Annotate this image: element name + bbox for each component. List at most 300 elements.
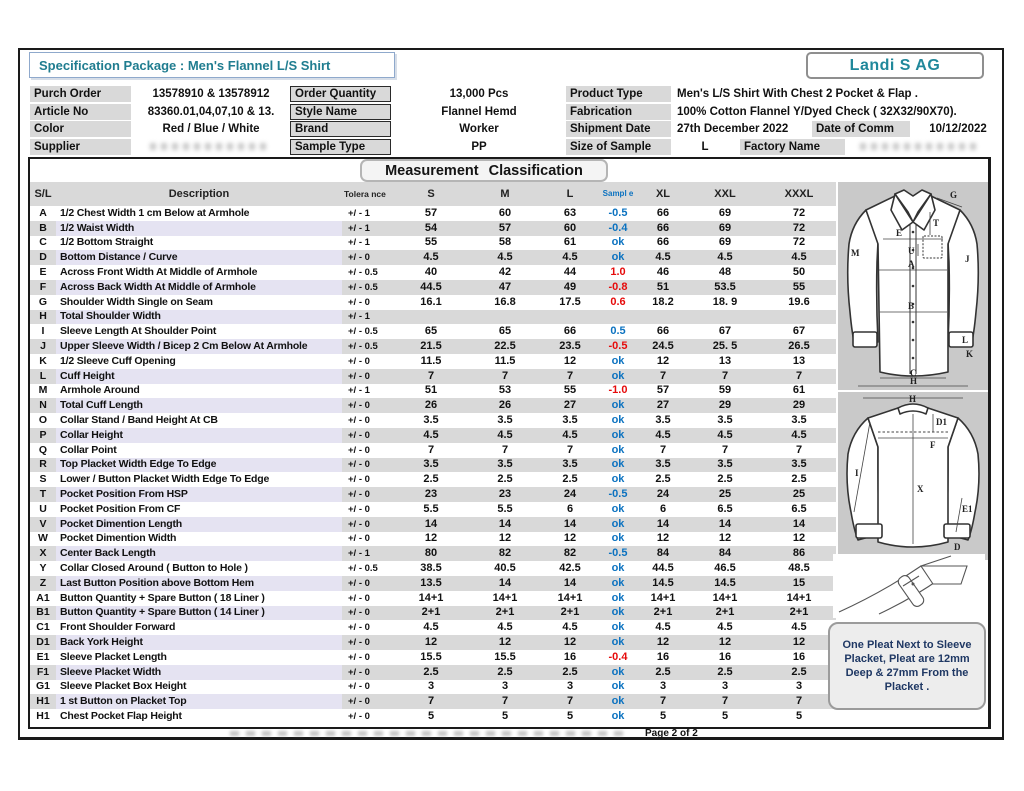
- col-header-l: L: [566, 187, 574, 200]
- article-no-value: 83360.01,04,07,10 & 13.: [147, 105, 275, 118]
- cell-s: 65: [424, 325, 438, 338]
- cell-desc: Across Front Width At Middle of Armhole: [60, 266, 258, 279]
- cell-xxl: 29: [688, 398, 762, 413]
- product-type-label: Product Type: [566, 86, 671, 102]
- cell-sample: ok: [598, 576, 638, 591]
- company-name: Landi S AG: [849, 56, 941, 74]
- cell-s: 2+1: [394, 606, 468, 621]
- cell-desc: Lower / Button Placket Width Edge To Edge: [60, 473, 270, 486]
- cell-sample: ok: [598, 250, 638, 265]
- cell-l: 27: [542, 398, 598, 413]
- cell-s: 38.5: [420, 562, 442, 575]
- cell-l: 66: [563, 325, 577, 338]
- cell-xl: 27: [638, 398, 688, 413]
- cell-l: 2+1: [542, 606, 598, 621]
- cell-s: 16.1: [420, 295, 442, 308]
- cell-s: 26: [394, 398, 468, 413]
- cell-desc: Pocket Position From HSP: [56, 487, 342, 502]
- cell-l: 4.5: [562, 621, 578, 634]
- cell-xxxl: 7: [762, 694, 836, 709]
- cell-tol: +/ - 0: [342, 517, 394, 532]
- measurement-classification-title: Measurement Classification: [385, 162, 583, 179]
- cell-s: 5: [427, 709, 435, 722]
- cell-l: 14: [542, 517, 598, 532]
- cell-desc: Chest Pocket Flap Height: [60, 709, 182, 722]
- front-label-u: U: [908, 246, 915, 256]
- shipment-date-label: Shipment Date: [566, 121, 671, 137]
- cell-desc: Button Quantity + Spare Button ( 14 Liner ): [56, 606, 342, 621]
- front-label-l: L: [962, 335, 969, 345]
- cell-tol: +/ - 0: [342, 487, 394, 502]
- cell-desc: Front Shoulder Forward: [60, 621, 176, 634]
- cell-xxxl: 50: [792, 266, 806, 279]
- cell-desc: Shoulder Width Single on Seam: [60, 295, 213, 308]
- cell-sample: ok: [611, 562, 625, 575]
- cell-xxl: 69: [718, 236, 732, 249]
- order-quantity-label: Order Quantity: [290, 86, 391, 102]
- cell-s: 3.5: [423, 414, 439, 427]
- cell-tol: +/ - 1: [342, 310, 394, 325]
- cell-m: 7: [468, 369, 542, 384]
- table-row: [30, 680, 836, 695]
- cell-s: 23: [394, 487, 468, 502]
- cell-tol: +/ - 0: [348, 474, 370, 486]
- table-row: [30, 517, 836, 532]
- cell-xxl: 18. 9: [712, 295, 738, 308]
- cell-sample: ok: [598, 517, 638, 532]
- cell-sl: B: [30, 221, 56, 236]
- cell-xl: 12: [656, 532, 670, 545]
- cell-xxl: 2.5: [688, 665, 762, 680]
- cell-xl: 14: [638, 517, 688, 532]
- cell-desc: Collar Stand / Band Height At CB: [60, 414, 218, 427]
- back-label-f: F: [930, 440, 936, 450]
- cell-xxxl: 13: [792, 354, 806, 367]
- cell-xl: 66: [656, 325, 670, 338]
- fabrication-value: 100% Cotton Flannel Y/Dyed Check ( 32X32/90X70).: [677, 105, 957, 118]
- cell-xl: 46: [656, 266, 670, 279]
- back-label-d1: D1: [936, 417, 947, 427]
- cell-xxl: 53.5: [688, 280, 762, 295]
- supplier-value-redacted: [150, 143, 270, 150]
- cell-l: 17.5: [559, 295, 581, 308]
- cell-sl: H1: [36, 709, 50, 722]
- cell-sample: -0.5: [598, 487, 638, 502]
- cell-m: 2+1: [468, 606, 542, 621]
- cell-xxl: [688, 310, 762, 325]
- cell-s: 2.5: [423, 473, 439, 486]
- cell-xxl: 25. 5: [688, 339, 762, 354]
- cell-xxl: 2+1: [688, 606, 762, 621]
- order-quantity-value: 13,000 Pcs: [449, 88, 509, 100]
- cell-l: 7: [566, 443, 574, 456]
- cell-xxxl: 72: [792, 206, 806, 219]
- cell-desc: Top Placket Width Edge To Edge: [56, 458, 342, 473]
- cell-sample: ok: [598, 398, 638, 413]
- cell-sl: D: [30, 250, 56, 265]
- cell-xxl: 25: [688, 487, 762, 502]
- shirt-front-diagram: [838, 182, 988, 390]
- cell-tol: +/ - 1: [348, 385, 370, 397]
- cell-tol: +/ - 1: [342, 221, 394, 236]
- cell-sl: T: [30, 487, 56, 502]
- table-row: [30, 310, 836, 325]
- cell-xxl: 69: [688, 221, 762, 236]
- supplier-label: Supplier: [30, 139, 131, 155]
- cell-sample: ok: [611, 532, 625, 545]
- cell-m: 4.5: [468, 428, 542, 443]
- style-name-label: Style Name: [290, 104, 391, 120]
- cell-sl: F: [30, 280, 56, 295]
- cell-desc: Sleeve Placket Box Height: [60, 680, 187, 693]
- cell-tol: +/ - 0: [348, 681, 370, 693]
- cell-sample: -0.5: [598, 339, 638, 354]
- cell-sample: ok: [598, 635, 638, 650]
- cell-s: 3.5: [394, 458, 468, 473]
- cell-xxxl: 7: [762, 369, 836, 384]
- cell-xxl: 48: [718, 266, 732, 279]
- cell-s: 15.5: [420, 650, 442, 663]
- cell-tol: +/ - 1: [348, 237, 370, 249]
- cell-m: 22.5: [468, 339, 542, 354]
- cell-s: [394, 310, 468, 325]
- cell-sl: K: [39, 354, 47, 367]
- cell-s: 7: [427, 443, 435, 456]
- cell-tol: +/ - 0: [348, 710, 370, 722]
- cell-tol: +/ - 1: [342, 546, 394, 561]
- cell-xxl: 4.5: [688, 250, 762, 265]
- cell-desc: Button Quantity + Spare Button ( 18 Liner ): [60, 591, 265, 604]
- col-header-xxxl: XXXL: [784, 187, 814, 200]
- table-row: [30, 413, 836, 428]
- table-row: [30, 443, 836, 458]
- cell-m: 4.5: [468, 250, 542, 265]
- cell-desc: 1/2 Bottom Straight: [60, 236, 154, 249]
- cell-xxl: 59: [718, 384, 732, 397]
- cell-sl: A1: [36, 591, 50, 604]
- cell-xxl: 14: [688, 517, 762, 532]
- cell-xxxl: 55: [762, 280, 836, 295]
- cell-xxl: 7: [721, 443, 729, 456]
- cell-tol: +/ - 0.5: [348, 267, 378, 279]
- cell-sample: -0.4: [608, 650, 628, 663]
- table-row: [30, 384, 836, 399]
- cell-l: 2.5: [542, 665, 598, 680]
- cell-xl: [638, 310, 688, 325]
- product-type-value: Men's L/S Shirt With Chest 2 Pocket & Flap .: [677, 88, 918, 100]
- cell-l: 6: [566, 502, 574, 515]
- cell-tol: +/ - 0: [348, 503, 370, 515]
- cell-xxxl: 2+1: [762, 606, 836, 621]
- front-label-m: M: [851, 248, 860, 258]
- brand-value: Worker: [459, 123, 499, 135]
- cell-xxl: 12: [718, 532, 732, 545]
- cell-xxxl: 7: [795, 443, 803, 456]
- cell-sl: C1: [36, 621, 50, 634]
- cell-sample: ok: [611, 236, 625, 249]
- cell-desc: 1/2 Waist Width: [56, 221, 342, 236]
- cell-l: 42.5: [559, 562, 581, 575]
- cell-s: 55: [424, 236, 438, 249]
- cell-s: 44.5: [394, 280, 468, 295]
- sample-type-label: Sample Type: [290, 139, 391, 155]
- cell-sample: 0.5: [610, 325, 626, 338]
- cell-xl: 18.2: [652, 295, 674, 308]
- cell-s: 14+1: [418, 591, 444, 604]
- cell-xxl: 67: [718, 325, 732, 338]
- cell-desc: 1/2 Chest Width 1 cm Below at Armhole: [60, 206, 250, 219]
- brand-label: Brand: [290, 121, 391, 137]
- table-body: [30, 206, 836, 724]
- cell-sl: W: [38, 532, 48, 545]
- cell-tol: +/ - 0.5: [348, 326, 378, 338]
- cell-sample: ok: [611, 502, 625, 515]
- cell-xxxl: 48.5: [788, 562, 810, 575]
- cell-xxxl: 5: [795, 709, 803, 722]
- cell-tol: +/ - 0: [348, 444, 370, 456]
- front-label-j: J: [965, 254, 970, 264]
- cell-xl: 2+1: [638, 606, 688, 621]
- cell-tol: +/ - 0: [348, 355, 370, 367]
- cell-xxxl: 26.5: [762, 339, 836, 354]
- cell-m: 3: [501, 680, 509, 693]
- cell-sample: -0.5: [598, 546, 638, 561]
- cell-xl: 66: [638, 221, 688, 236]
- cell-l: 2.5: [562, 473, 578, 486]
- cell-sl: J: [30, 339, 56, 354]
- back-label-d: D: [954, 542, 961, 552]
- cell-sl: U: [39, 502, 47, 515]
- cell-sl: H1: [30, 694, 56, 709]
- front-label-h: H: [910, 376, 918, 386]
- table-row: [30, 250, 836, 265]
- table-header-row: [30, 182, 836, 206]
- cell-s: 2.5: [394, 665, 468, 680]
- cell-sl: G1: [35, 680, 50, 693]
- cell-xxxl: [762, 310, 836, 325]
- cell-l: 3.5: [562, 414, 578, 427]
- col-header-description: Description: [168, 187, 230, 200]
- cell-sample: ok: [598, 606, 638, 621]
- cell-l: 63: [563, 206, 577, 219]
- cell-sl: Y: [39, 562, 47, 575]
- cell-s: 4.5: [394, 428, 468, 443]
- cell-m: 12: [498, 532, 512, 545]
- cell-tol: +/ - 0: [348, 533, 370, 545]
- cell-xxxl: 3.5: [791, 414, 807, 427]
- table-row: [30, 295, 836, 310]
- cell-desc: 1/2 Sleeve Cuff Opening: [60, 354, 176, 367]
- cell-xl: 2.5: [638, 665, 688, 680]
- cell-tol: +/ - 0: [342, 369, 394, 384]
- cell-sample: ok: [611, 473, 625, 486]
- front-label-g: G: [950, 190, 958, 200]
- sleeve-placket-diagram: [833, 554, 985, 618]
- cell-l: 7: [542, 369, 598, 384]
- cell-l: 4.5: [542, 428, 598, 443]
- cell-xxl: 13: [718, 354, 732, 367]
- cell-m: 15.5: [494, 650, 516, 663]
- cell-m: 7: [468, 694, 542, 709]
- cell-tol: +/ - 0: [342, 250, 394, 265]
- cell-xxl: 3.5: [688, 458, 762, 473]
- cell-s: 12: [394, 635, 468, 650]
- cell-l: 14+1: [557, 591, 583, 604]
- cell-l: 14: [542, 576, 598, 591]
- cell-l: 44: [563, 266, 577, 279]
- cell-m: 57: [468, 221, 542, 236]
- cell-tol: +/ - 0: [342, 428, 394, 443]
- cell-tol: +/ - 0: [342, 458, 394, 473]
- cell-sl: D1: [30, 635, 56, 650]
- cell-m: 47: [468, 280, 542, 295]
- col-header-xl: XL: [655, 187, 671, 200]
- cell-l: [542, 310, 598, 325]
- table-row: [30, 665, 836, 680]
- front-label-c: C: [910, 368, 917, 378]
- cell-xxxl: 12: [762, 635, 836, 650]
- cell-s: 7: [394, 694, 468, 709]
- cell-l: 3: [566, 680, 574, 693]
- shirt-back-diagram: [838, 392, 988, 560]
- cell-m: 58: [498, 236, 512, 249]
- sample-type-value: PP: [471, 140, 487, 153]
- cell-m: 53: [498, 384, 512, 397]
- cell-m: 26: [468, 398, 542, 413]
- cell-sample: ok: [611, 709, 625, 722]
- cell-sl: E: [39, 266, 47, 279]
- col-header-sl: S/L: [34, 187, 52, 200]
- cell-xxxl: 67: [792, 325, 806, 338]
- table-row: [30, 576, 836, 591]
- cell-sample: 0.6: [610, 295, 626, 308]
- table-row: [30, 694, 836, 709]
- cell-m: 2.5: [468, 665, 542, 680]
- cell-s: 11.5: [420, 354, 442, 367]
- cell-m: 11.5: [494, 354, 516, 367]
- purch-order-value: 13578910 & 13578912: [152, 88, 270, 100]
- spec-package-title: Specification Package : Men's Flannel L/S Shirt: [39, 57, 331, 73]
- cell-s: 4.5: [394, 250, 468, 265]
- cell-sl: A: [39, 206, 47, 219]
- table-row: [30, 221, 836, 236]
- front-label-a: A: [908, 259, 915, 269]
- cell-s: 21.5: [394, 339, 468, 354]
- cell-tol: +/ - 0: [348, 651, 370, 663]
- cell-xl: 4.5: [655, 621, 671, 634]
- cell-sample: ok: [611, 443, 625, 456]
- cell-tol: +/ - 0: [342, 665, 394, 680]
- back-label-h: H: [909, 394, 917, 404]
- cell-l: 61: [563, 236, 577, 249]
- cell-tol: +/ - 0: [348, 592, 370, 604]
- cell-sample: -0.4: [598, 221, 638, 236]
- table-row: [30, 206, 836, 221]
- cell-desc: 1 st Button on Placket Top: [56, 694, 342, 709]
- cell-sample: ok: [598, 428, 638, 443]
- cell-l: 7: [542, 694, 598, 709]
- cell-m: [468, 310, 542, 325]
- cell-xxl: 4.5: [688, 428, 762, 443]
- cell-xl: 66: [656, 206, 670, 219]
- cell-l: 23.5: [542, 339, 598, 354]
- cell-xxxl: 4.5: [791, 621, 807, 634]
- cell-xxl: 7: [688, 694, 762, 709]
- table-row: [30, 458, 836, 473]
- cell-xxl: 3.5: [717, 414, 733, 427]
- cell-xxl: 84: [688, 546, 762, 561]
- cell-xl: 7: [659, 443, 667, 456]
- back-label-e1: E1: [962, 504, 973, 514]
- cell-sl: H: [30, 310, 56, 325]
- cell-xl: 14.5: [638, 576, 688, 591]
- table-row: [30, 606, 836, 621]
- cell-s: 40: [424, 266, 438, 279]
- cell-xl: 44.5: [652, 562, 674, 575]
- cell-xxxl: 6.5: [791, 502, 807, 515]
- cell-tol: +/ - 0: [348, 622, 370, 634]
- cell-xxl: 4.5: [717, 621, 733, 634]
- cell-sl: F1: [30, 665, 56, 680]
- cell-m: 5.5: [497, 502, 513, 515]
- cell-xxxl: 15: [762, 576, 836, 591]
- table-row: [30, 369, 836, 384]
- cell-m: 14+1: [492, 591, 518, 604]
- cell-s: 80: [394, 546, 468, 561]
- cell-xl: 5: [659, 709, 667, 722]
- cell-xxl: 6.5: [717, 502, 733, 515]
- cell-sl: X: [30, 546, 56, 561]
- cell-tol: +/ - 0: [342, 694, 394, 709]
- cell-m: 7: [501, 443, 509, 456]
- cell-m: 42: [498, 266, 512, 279]
- cell-xl: 24.5: [638, 339, 688, 354]
- cell-tol: +/ - 0: [342, 576, 394, 591]
- table-row: [30, 339, 836, 354]
- cell-sample: ok: [611, 354, 625, 367]
- cell-desc: Armhole Around: [60, 384, 140, 397]
- cell-xxl: 5: [721, 709, 729, 722]
- factory-name-label: Factory Name: [740, 139, 845, 155]
- cell-sample: ok: [611, 414, 625, 427]
- factory-name-value-redacted: [860, 143, 980, 150]
- cell-xxxl: 72: [762, 221, 836, 236]
- cell-l: 16: [563, 650, 577, 663]
- cell-m: 16.8: [494, 295, 516, 308]
- cell-l: 12: [563, 532, 577, 545]
- table-row: [30, 650, 836, 665]
- cell-desc: Sleeve Placket Width: [56, 665, 342, 680]
- cell-l: 55: [563, 384, 577, 397]
- table-row: [30, 561, 836, 576]
- cell-m: 2.5: [497, 473, 513, 486]
- table-row: [30, 428, 836, 443]
- cell-s: 7: [394, 369, 468, 384]
- cell-sample: ok: [598, 458, 638, 473]
- cell-xxl: 14+1: [712, 591, 738, 604]
- cell-desc: Cuff Height: [56, 369, 342, 384]
- table-row: [30, 532, 836, 547]
- cell-l: 3.5: [542, 458, 598, 473]
- cell-desc: Collar Point: [60, 443, 117, 456]
- cell-s: 54: [394, 221, 468, 236]
- cell-l: 24: [542, 487, 598, 502]
- table-row: [30, 502, 836, 517]
- cell-s: 57: [424, 206, 438, 219]
- cell-desc: Collar Height: [56, 428, 342, 443]
- cell-xxxl: 12: [792, 532, 806, 545]
- cell-sample: ok: [611, 621, 625, 634]
